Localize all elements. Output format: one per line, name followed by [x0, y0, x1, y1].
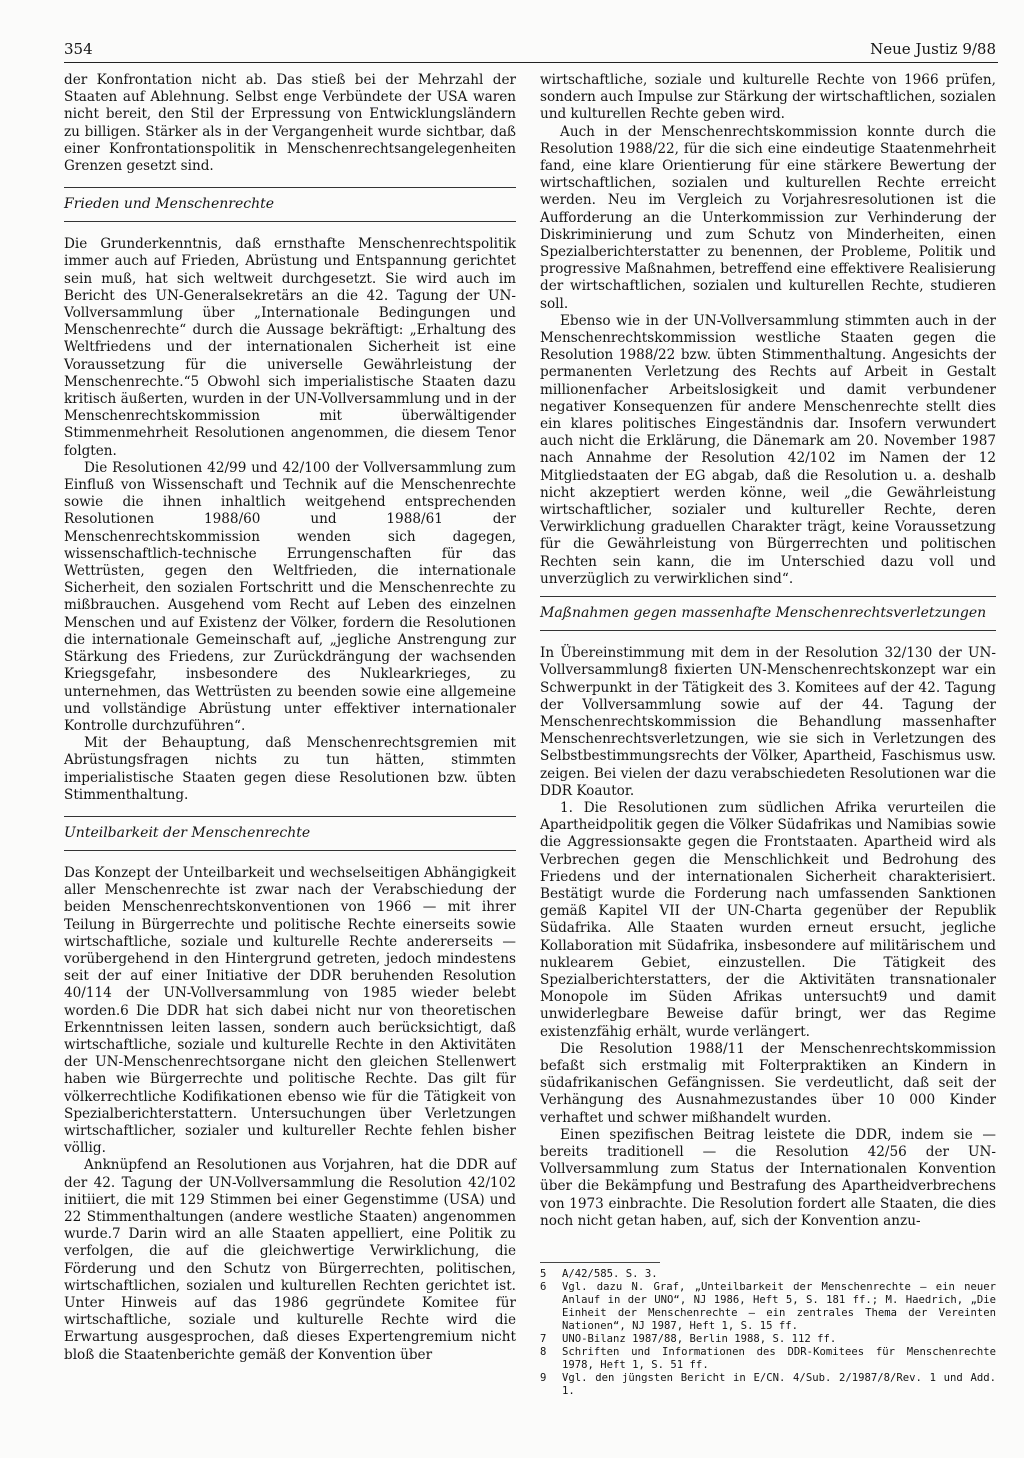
footnote-number: 9: [540, 1372, 547, 1384]
journal-issue: Neue Justiz 9/88: [870, 40, 996, 58]
footnote-text: Vgl. den jüngsten Bericht in E/CN. 4/Sub. 2/1987/8/Rev. 1 und Add. 1.: [562, 1372, 996, 1397]
footnote-text: UNO-Bilanz 1987/88, Berlin 1988, S. 112 ff.: [562, 1333, 837, 1345]
page-number: 354: [64, 40, 93, 58]
paragraph: Die Resolutionen 42/99 und 42/100 der Vollversammlung zum Einfluß von Wissenschaft und Technik auf die Menschenrechte sowie die ihnen inhaltlich weitgehend entsprechenden Resolutionen 1988/60 und 1988/61 der Menschenrechtskommission wenden sich dagegen, wissenschaftlich-technische Errungenschaften für das Wettrüsten, gegen den Weltfrieden, die internationale Sicherheit, den sozialen Fortschritt und die Menschenrechte zu mißbrauchen. Ausgehend vom Recht auf Leben des einzelnen Menschen und auf Existenz der Völker, fordern die Resolutionen die internationale Gemeinschaft auf, „jegliche Anstrengung zur Stärkung des Friedens, zur Zurückdrängung der wachsenden Kriegsgefahr, insbesondere des Nuklearkrieges, zu unternehmen, das Wettrüsten zu beenden sowie eine allgemeine und vollständige Abrüstung unter effektiver internationaler Kontrolle durchzuführen“.: [64, 459, 516, 734]
section-heading: Frieden und Menschenrechte: [64, 187, 516, 222]
paragraph: Ebenso wie in der UN-Vollversammlung stimmten auch in der Menschenrechtskommission westliche Staaten gegen die Resolution 1988/22 bzw. übten Stimmenthaltung. Angesichts der permanenten Verletzung des Rechts auf Arbeit in Gestalt millionenfacher Arbeitslosigkeit und damit verbundener negativer Konsequenzen für andere Menschenrechte stellt dies ein klares politisches Eingeständnis dar. Insofern verwundert auch nicht die Erklärung, die Dänemark am 20. November 1987 nach Annahme der Resolution 42/102 im Namen der 12 Mitgliedstaaten der EG abgab, daß die Resolution u. a. deshalb nicht akzeptiert werden könne, weil „die Gewährleistung wirtschaftlicher, sozialer und kultureller Rechte, deren Verwirklichung graduellen Charakter trägt, keine Voraussetzung für die Gewährleistung von Bürgerrechten und politischen Rechten sein kann, die im Unterschied dazu voll und unverzüglich zu verwirklichen sind“.: [540, 312, 996, 587]
paragraph: Auch in der Menschenrechtskommission konnte durch die Resolution 1988/22, für die sich eine eindeutige Staatenmehrheit fand, eine klare Orientierung für eine stärkere Bewertung der wirtschaftlichen, sozialen und kulturellen Rechte erreicht werden. Neu im Vergleich zu Vorjahresresolutionen ist die Aufforderung an die Unterkommission zur Verhinderung der Diskriminierung und zum Schutz von Minderheiten, einen Spezialberichterstatter zu benennen, der Probleme, Politik und progressive Maßnahmen, betreffend eine effektivere Realisierung der wirtschaftlichen, sozialen und kulturellen Rechte, studieren soll.: [540, 123, 996, 312]
footnote-rule: [540, 1262, 660, 1263]
paragraph: 1. Die Resolutionen zum südlichen Afrika verurteilen die Apartheidpolitik gegen die Völker Südafrikas und Namibias sowie die Aggressionsakte gegen die Frontstaaten. Apartheid wird als Verbrechen gegen die Menschlichkeit und Bedrohung des Friedens und der internationalen Sicherheit charakterisiert. Bestätigt wurde die Forderung nach umfassenden Sanktionen gemäß Kapitel VII der UN-Charta gegenüber der Republik Südafrika. Alle Staaten wurden erneut ersucht, jegliche Kollaboration mit Südafrika, insbesondere auf militärischem und nuklearem Gebiet, einzustellen. Die Tätigkeit des Spezialberichterstatters, der die Aktivitäten transnationaler Monopole im Süden Afrikas untersucht9 und damit unwiderlegbare Beweise dafür bringt, wer das Regime existenzfähig erhält, wurde verlängert.: [540, 799, 996, 1040]
section-heading: Unteilbarkeit der Menschenrechte: [64, 816, 516, 851]
header-rule: [64, 62, 998, 63]
left-column: [64, 72, 516, 1364]
paragraph: In Übereinstimmung mit dem in der Resolution 32/130 der UN-Vollversammlung8 fixierten UN-Menschenrechtskonzept war ein Schwerpunkt in der Tätigkeit des 3. Komitees auf der 42. Tagung der Vollversammlung sowie auf der 44. Tagung der Menschenrechtskommission die Behandlung massenhafter Menschenrechtsverletzungen, wie sie sich in Verletzungen des Selbstbestimmungsrechts der Völker, Apartheid, Faschismus usw. zeigen. Bei vielen der dazu verabschiedeten Resolutionen war die DDR Koautor.: [540, 645, 996, 799]
paragraph: wirtschaftliche, soziale und kulturelle Rechte von 1966 prüfen, sondern auch Impulse zur Stärkung der wirtschaftlichen, sozialen und kulturellen Rechte geben wird.: [540, 72, 996, 123]
footnote-number: 7: [540, 1333, 547, 1345]
section-heading: Maßnahmen gegen massenhafte Menschenrechtsverletzungen: [540, 596, 996, 631]
footnote: [540, 1268, 996, 1281]
paragraph: Mit der Behauptung, daß Menschenrechtsgremien mit Abrüstungsfragen nichts zu tun hätten, stimmten imperialistische Staaten gegen diese Resolutionen bzw. übten Stimmenthaltung.: [64, 735, 516, 803]
right-column: [540, 72, 996, 1230]
footnote: [540, 1346, 996, 1372]
paragraph: Die Grunderkenntnis, daß ernsthafte Menschenrechtspolitik immer auch auf Frieden, Abrüstung und Entspannung gerichtet sein muß, hat sich weltweit durchgesetzt. Sie wird auch im Bericht des UN-Generalsekretärs an die 42. Tagung der UN-Vollversammlung über „Internationale Bedingungen und Menschenrechte“ durch die Aussage bekräftigt: „Erhaltung des Weltfriedens und der internationalen Sicherheit ist eine Voraussetzung für die universelle Gewährleistung der Menschenrechte.“5 Obwohl sich imperialistische Staaten dazu kritisch äußerten, wurden in der UN-Vollversammlung und in der Menschenrechtskommission mit überwältigender Stimmenmehrheit Resolutionen angenommen, die diesem Tenor folgten.: [64, 236, 516, 459]
paragraph: Anknüpfend an Resolutionen aus Vorjahren, hat die DDR auf der 42. Tagung der UN-Vollversammlung die Resolution 42/102 initiiert, die mit 129 Stimmen bei einer Gegenstimme (USA) und 22 Stimmenthaltungen (andere westliche Staaten) angenommen wurde.7 Darin wird an alle Staaten appelliert, eine Politik zu verfolgen, die auf die gleichwertige Verwirklichung, die Förderung und den Schutz von Bürgerrechten, politischen, wirtschaftlichen, sozialen und kulturellen Rechten gerichtet ist. Unter Hinweis auf das 1986 gegründete Komitee für wirtschaftliche, soziale und kulturelle Rechte wird die Erwartung ausgesprochen, daß dieses Expertengremium nicht bloß die Staatenberichte gemäß der Konvention über: [64, 1157, 516, 1363]
footnote-text: A/42/585. S. 3.: [562, 1268, 658, 1280]
footnote-text: Vgl. dazu N. Graf, „Unteilbarkeit der Menschenrechte — ein neuer Anlauf in der UNO“, NJ 1986, Heft 5, S. 181 ff.; M. Haedrich, „Die Einheit der Menschenrechte — ein zentrales Thema der Vereinten Nationen“, NJ 1987, Heft 1, S. 15 ff.: [562, 1281, 996, 1332]
footnote: [540, 1333, 996, 1346]
footnote-number: 5: [540, 1268, 547, 1280]
footnote: [540, 1281, 996, 1333]
footnotes: [540, 1268, 996, 1398]
paragraph: der Konfrontation nicht ab. Das stieß bei der Mehrzahl der Staaten auf Ablehnung. Selbst enge Verbündete der USA waren nicht bereit, den Stil der Erpressung von Entwicklungsländern zu billigen. Stärker als in der Vergangenheit wurde sichtbar, daß einer Konfrontationspolitik in Menschenrechtsangelegenheiten Grenzen gesetzt sind.: [64, 72, 516, 175]
paragraph: Das Konzept der Unteilbarkeit und wechselseitigen Abhängigkeit aller Menschenrechte ist zwar nach der Verabschiedung der beiden Menschenrechtskonventionen von 1966 — mit ihrer Teilung in Bürgerrechte und politische Rechte einerseits sowie wirtschaftliche, soziale und kulturelle Rechte andererseits — vorübergehend in den Hintergrund getreten, jedoch mindestens seit der auf einer Initiative der DDR beruhenden Resolution 40/114 der UN-Vollversammlung von 1985 wieder belebt worden.6 Die DDR hat sich dabei nicht nur von theoretischen Erkenntnissen leiten lassen, sondern auch berücksichtigt, daß wirtschaftliche, soziale und kulturelle Rechte in den Aktivitäten der UN-Menschenrechtsorgane nicht den gleichen Stellenwert haben wie Bürgerrechte und politische Rechte. Das gilt für völkerrechtliche Kodifikationen ebenso wie für die Tätigkeit von Spezialberichterstattern. Untersuchungen über Verletzungen wirtschaftlicher, sozialer und kultureller Rechte fehlen bisher völlig.: [64, 864, 516, 1157]
footnote-number: 6: [540, 1281, 547, 1293]
footnote-number: 8: [540, 1346, 547, 1358]
paragraph: Die Resolution 1988/11 der Menschenrechtskommission befaßt sich erstmalig mit Folterpraktiken an Kindern in südafrikanischen Gefängnissen. Sie verdeutlicht, daß seit der Verhängung des Ausnahmezustandes über 10 000 Kinder verhaftet und schwer mißhandelt wurden.: [540, 1040, 996, 1126]
paragraph: Einen spezifischen Beitrag leistete die DDR, indem sie — bereits traditionell — die Resolution 42/56 der UN-Vollversammlung zum Status der Internationalen Konvention über die Bekämpfung und Bestrafung des Apartheidverbrechens von 1973 einbrachte. Die Resolution fordert alle Staaten, die dies noch nicht getan haben, auf, sich der Konvention anzu-: [540, 1126, 996, 1229]
footnote: [540, 1372, 996, 1398]
footnote-text: Schriften und Informationen des DDR-Komitees für Menschenrechte 1978, Heft 1, S. 51 ff.: [562, 1346, 996, 1371]
